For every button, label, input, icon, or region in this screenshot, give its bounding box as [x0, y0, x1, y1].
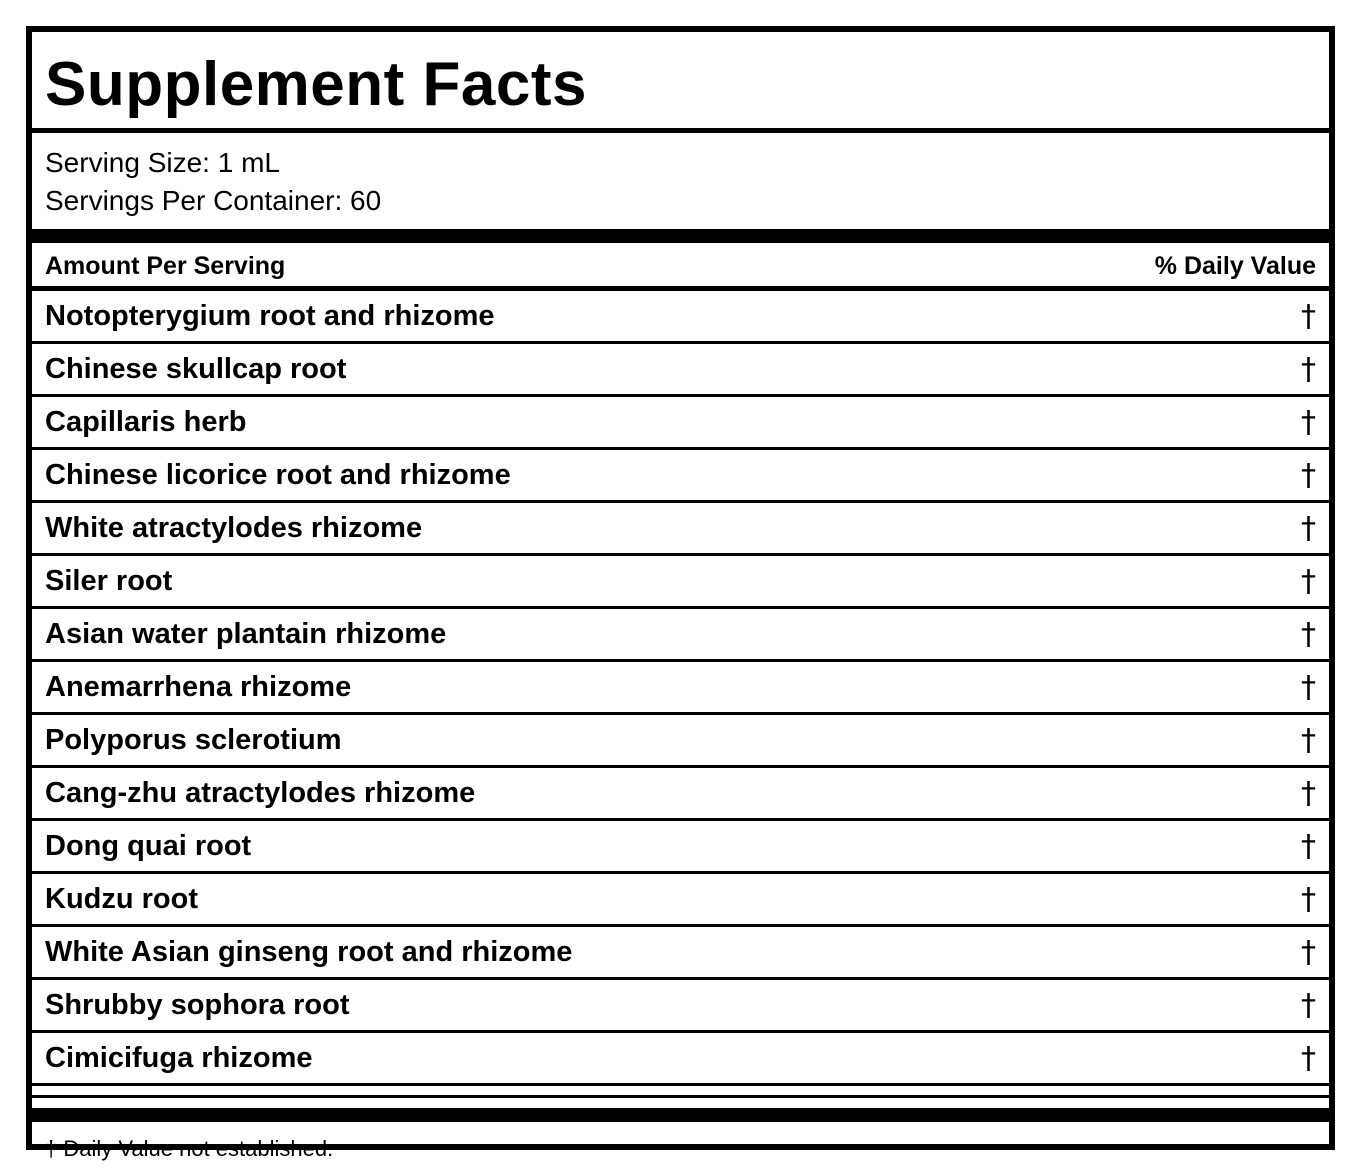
- divider-gap: [32, 1098, 1329, 1108]
- ingredient-name: Asian water plantain rhizome: [45, 618, 447, 650]
- daily-value-dagger: †: [1301, 299, 1316, 334]
- daily-value-dagger: †: [1301, 564, 1316, 599]
- daily-value-dagger: †: [1301, 776, 1316, 811]
- ingredient-row: [32, 609, 1329, 662]
- title-block: [32, 32, 1329, 133]
- daily-value-dagger: †: [1301, 617, 1316, 652]
- daily-value-dagger: †: [1301, 882, 1316, 917]
- ingredient-row: [32, 556, 1329, 609]
- serving-size: Serving Size: 1 mL: [45, 147, 280, 178]
- ingredient-name: Siler root: [45, 565, 173, 597]
- daily-value-dagger: †: [1301, 458, 1316, 493]
- ingredient-name: White Asian ginseng root and rhizome: [45, 936, 573, 968]
- ingredient-row: [32, 821, 1329, 874]
- ingredient-name: Shrubby sophora root: [45, 989, 350, 1021]
- daily-value-header: % Daily Value: [1154, 252, 1316, 280]
- ingredient-row: [32, 980, 1329, 1033]
- ingredient-row: [32, 291, 1329, 344]
- ingredient-row: [32, 503, 1329, 556]
- thick-divider: [32, 229, 1329, 243]
- ingredient-row: [32, 662, 1329, 715]
- ingredient-list: [32, 291, 1329, 1086]
- ingredient-name: Capillaris herb: [45, 406, 247, 438]
- daily-value-dagger: †: [1301, 405, 1316, 440]
- footnote-text: † Daily Value not established.: [45, 1136, 334, 1161]
- amount-per-serving-header: Amount Per Serving: [45, 252, 286, 280]
- daily-value-dagger: †: [1301, 723, 1316, 758]
- empty-row-divider: [32, 1086, 1329, 1098]
- ingredient-name: Cimicifuga rhizome: [45, 1042, 313, 1074]
- serving-info: [32, 133, 1329, 229]
- daily-value-dagger: †: [1301, 1041, 1316, 1076]
- supplement-facts-panel: [26, 26, 1335, 1161]
- ingredient-row: [32, 715, 1329, 768]
- ingredient-row: [32, 1033, 1329, 1086]
- daily-value-dagger: †: [1301, 935, 1316, 970]
- daily-value-dagger: †: [1301, 829, 1316, 864]
- ingredient-name: Dong quai root: [45, 830, 252, 862]
- ingredient-row: [32, 344, 1329, 397]
- ingredient-name: Chinese licorice root and rhizome: [45, 459, 511, 491]
- panel-title: Supplement Facts: [45, 50, 587, 119]
- ingredient-row: [32, 927, 1329, 980]
- daily-value-dagger: †: [1301, 670, 1316, 705]
- daily-value-dagger: †: [1301, 988, 1316, 1023]
- ingredient-name: Cang-zhu atractylodes rhizome: [45, 777, 476, 809]
- ingredient-name: Anemarrhena rhizome: [45, 671, 352, 703]
- ingredient-row: [32, 450, 1329, 503]
- daily-value-dagger: †: [1301, 352, 1316, 387]
- ingredient-row: [32, 397, 1329, 450]
- ingredient-name: Kudzu root: [45, 883, 199, 915]
- ingredient-name: Polyporus sclerotium: [45, 724, 342, 756]
- ingredient-row: [32, 768, 1329, 821]
- daily-value-dagger: †: [1301, 511, 1316, 546]
- ingredient-name: Chinese skullcap root: [45, 353, 347, 385]
- ingredient-name: Notopterygium root and rhizome: [45, 300, 495, 332]
- thick-divider-bottom: [32, 1108, 1329, 1122]
- servings-per-container: Servings Per Container: 60: [45, 185, 382, 216]
- column-header: [32, 243, 1329, 291]
- footnote: [32, 1122, 1329, 1174]
- ingredient-row: [32, 874, 1329, 927]
- ingredient-name: White atractylodes rhizome: [45, 512, 423, 544]
